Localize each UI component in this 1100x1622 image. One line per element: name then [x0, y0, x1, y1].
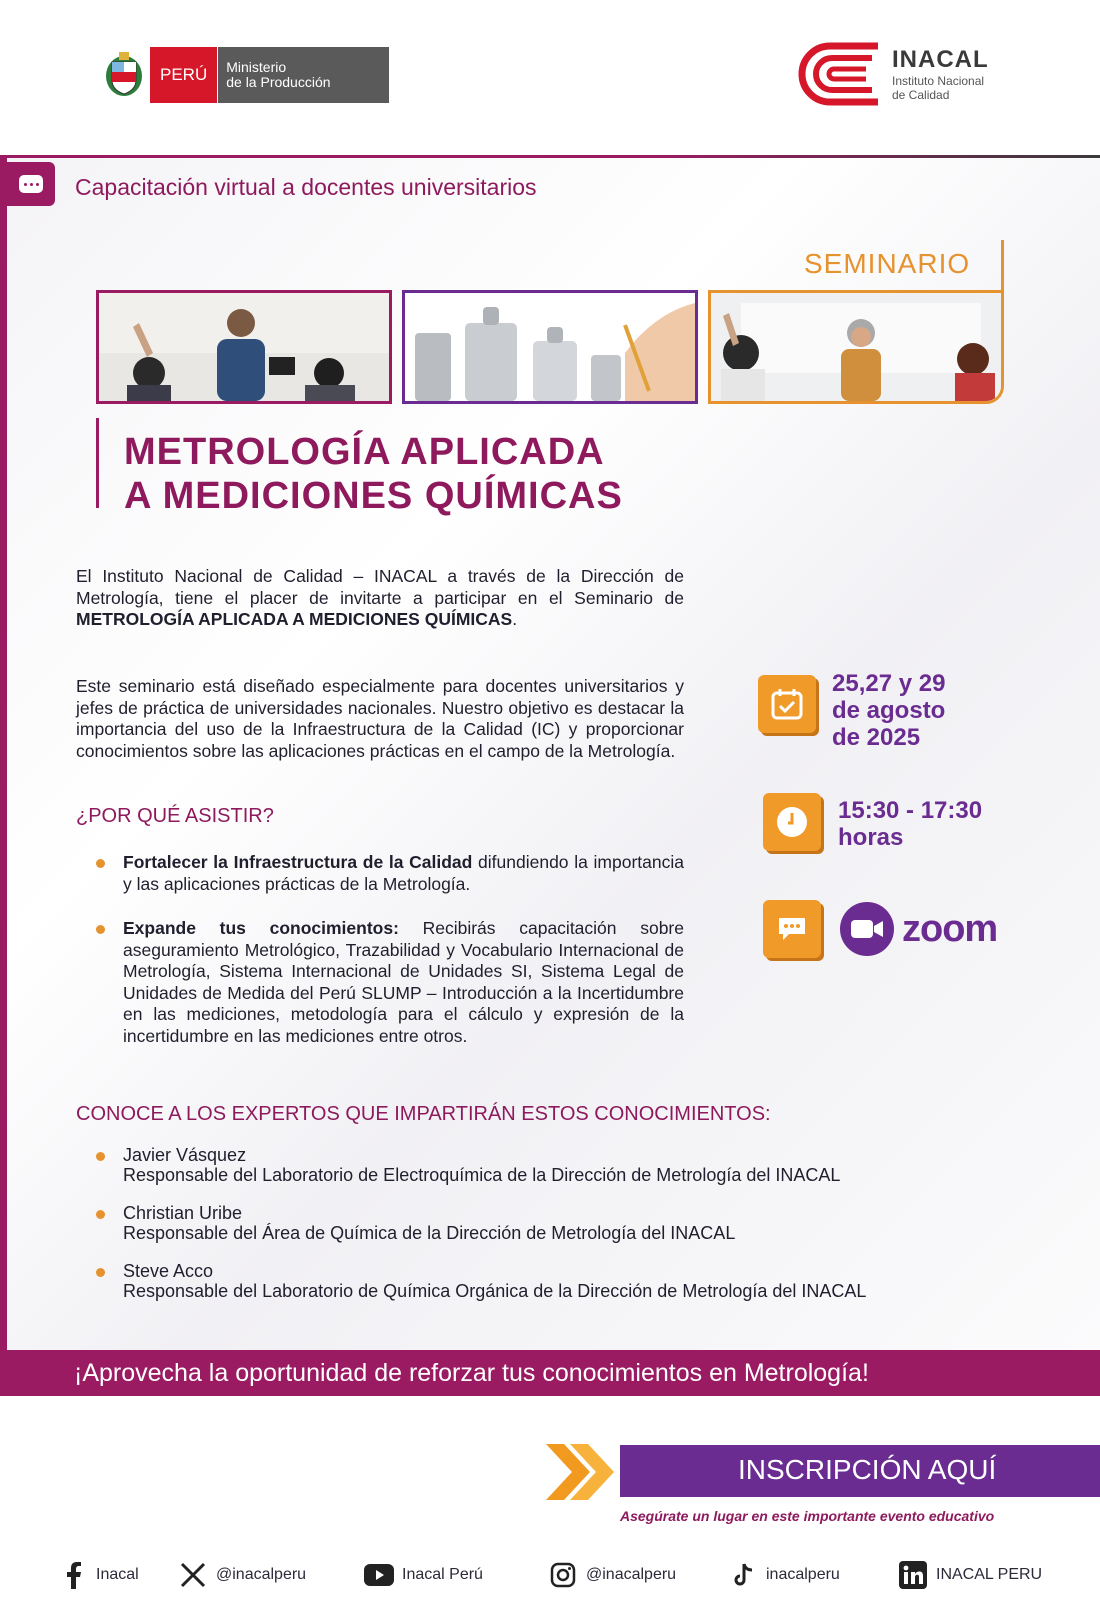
reason-item — [96, 918, 684, 1047]
expert-name: Steve Acco — [123, 1261, 214, 1281]
reason-item — [96, 852, 684, 895]
expert-item — [96, 1145, 840, 1185]
seminario-label: SEMINARIO — [804, 248, 971, 279]
chat-badge — [7, 162, 55, 206]
register-subtext: Asegúrate un lugar en este importante evento educativo — [620, 1508, 995, 1524]
ministry-line-1: Ministerio — [226, 59, 287, 75]
instagram-icon — [548, 1560, 578, 1590]
expert-name: Javier Vásquez — [123, 1145, 247, 1165]
event-date — [832, 670, 945, 751]
top-divider — [0, 155, 1100, 158]
photo-weights — [402, 290, 698, 404]
header — [0, 0, 1100, 155]
social-linkedin[interactable] — [898, 1560, 1042, 1590]
intro-paragraph — [76, 566, 684, 631]
description-paragraph: Este seminario está diseñado especialmente para docentes universitarios y jefes de práctica de universidades nacionales. Nuestro objetivo es destacar la importancia del uso de la Infraestructura de la Calidad (IC) y proporcionar conocimientos sobre las aplicaciones prácticas en el campo de la Metrología. — [76, 676, 684, 761]
date-line-3: de 2025 — [832, 724, 921, 751]
zoom-camera-icon — [840, 902, 894, 956]
why-heading: ¿POR QUÉ ASISTIR? — [76, 805, 274, 827]
chat-icon — [763, 900, 821, 958]
intro-text: El Instituto Nacional de Calidad – INACAL a través de la Dirección de Metrología, tiene el placer de invitarte a participar en el Seminario de — [76, 566, 684, 608]
x-label: @inacalperu — [216, 1566, 307, 1583]
ministry-label — [217, 47, 389, 103]
facebook-label: Inacal — [96, 1566, 139, 1583]
expert-item — [96, 1203, 735, 1243]
expert-role: Responsable del Laboratorio de Electroquímica de la Dirección de Metrología del INACAL — [123, 1165, 841, 1185]
tiktok-icon — [728, 1560, 758, 1590]
main-title-line-1: METROLOGÍA APLICADA — [124, 431, 605, 473]
reason-bold: Fortalecer la Infraestructura de la Calidad — [123, 852, 473, 872]
expert-item — [96, 1261, 866, 1301]
experts-heading: CONOCE A LOS EXPERTOS QUE IMPARTIRÁN ESTOS CONOCIMIENTOS: — [76, 1103, 771, 1125]
date-line-2: de agosto — [832, 697, 946, 724]
linkedin-label: INACAL PERU — [936, 1566, 1043, 1583]
time-line-1: 15:30 - 17:30 — [838, 797, 983, 824]
register-label[interactable]: INSCRIPCIÓN AQUÍ — [738, 1454, 997, 1485]
calendar-icon — [758, 675, 816, 733]
inacal-logo — [790, 38, 989, 110]
inacal-sub-1: Instituto Nacional — [892, 74, 985, 88]
x-icon — [178, 1560, 208, 1590]
intro-bold: METROLOGÍA APLICADA A MEDICIONES QUÍMICAS — [76, 609, 513, 629]
social-tiktok[interactable] — [728, 1560, 840, 1590]
inacal-logo-mark-icon — [790, 38, 882, 110]
reason-text: difundiendo la importancia y las aplicaciones prácticas de la Metrología. — [123, 852, 684, 894]
linkedin-icon — [898, 1560, 928, 1590]
subtitle: Capacitación virtual a docentes universitarios — [75, 174, 537, 200]
main-title — [124, 430, 623, 518]
time-line-2: horas — [838, 824, 904, 851]
social-instagram[interactable] — [548, 1560, 676, 1590]
facebook-icon — [58, 1560, 88, 1590]
zoom-logo — [840, 902, 997, 956]
coat-of-arms-icon — [100, 49, 148, 101]
reason-text: Recibirás capacitación sobre aseguramiento Metrológico, Trazabilidad y Vocabulario Internacional de Metrología, Sistema Internacional de Unidades SI, Sistema Legal de Unidades de Medida del Perú SLUMP – Introducción a la Incertidumbre en las mediciones, metodología para el cálculo y expresión de la incertidumbre en las mediciones entre otros. — [123, 918, 684, 1046]
reason-bold: Expande tus conocimientos: — [123, 918, 399, 938]
event-time — [838, 797, 982, 851]
intro-end: . — [512, 609, 518, 629]
peru-label: PERÚ — [150, 47, 217, 103]
expert-role: Responsable del Laboratorio de Química Orgánica de la Dirección de Metrología del INACAL — [123, 1281, 867, 1301]
zoom-wordmark: zoom — [902, 907, 998, 950]
ministry-line-2: de la Producción — [226, 74, 331, 90]
inacal-sub-2: de Calidad — [892, 88, 950, 102]
photo-classroom — [708, 290, 1004, 404]
tiktok-label: inacalperu — [766, 1566, 840, 1583]
social-youtube[interactable] — [364, 1560, 483, 1590]
social-x[interactable] — [178, 1560, 306, 1590]
youtube-label: Inacal Perú — [402, 1566, 483, 1583]
date-line-1: 25,27 y 29 — [832, 670, 946, 697]
expert-name: Christian Uribe — [123, 1203, 243, 1223]
inacal-name: INACAL — [892, 46, 989, 73]
government-logo — [100, 46, 389, 104]
social-facebook[interactable] — [58, 1560, 139, 1590]
left-accent-bar — [0, 158, 7, 1350]
clock-icon — [763, 793, 821, 851]
instagram-label: @inacalperu — [586, 1566, 677, 1583]
photo-teacher — [96, 290, 392, 404]
expert-role: Responsable del Área de Química de la Dirección de Metrología del INACAL — [123, 1223, 736, 1243]
main-title-line-2: A MEDICIONES QUÍMICAS — [124, 475, 623, 517]
title-accent-line — [96, 418, 99, 508]
chat-bubble-icon — [19, 175, 43, 193]
banner-text: ¡Aprovecha la oportunidad de reforzar tus conocimientos en Metrología! — [74, 1359, 869, 1387]
youtube-icon — [364, 1560, 394, 1590]
